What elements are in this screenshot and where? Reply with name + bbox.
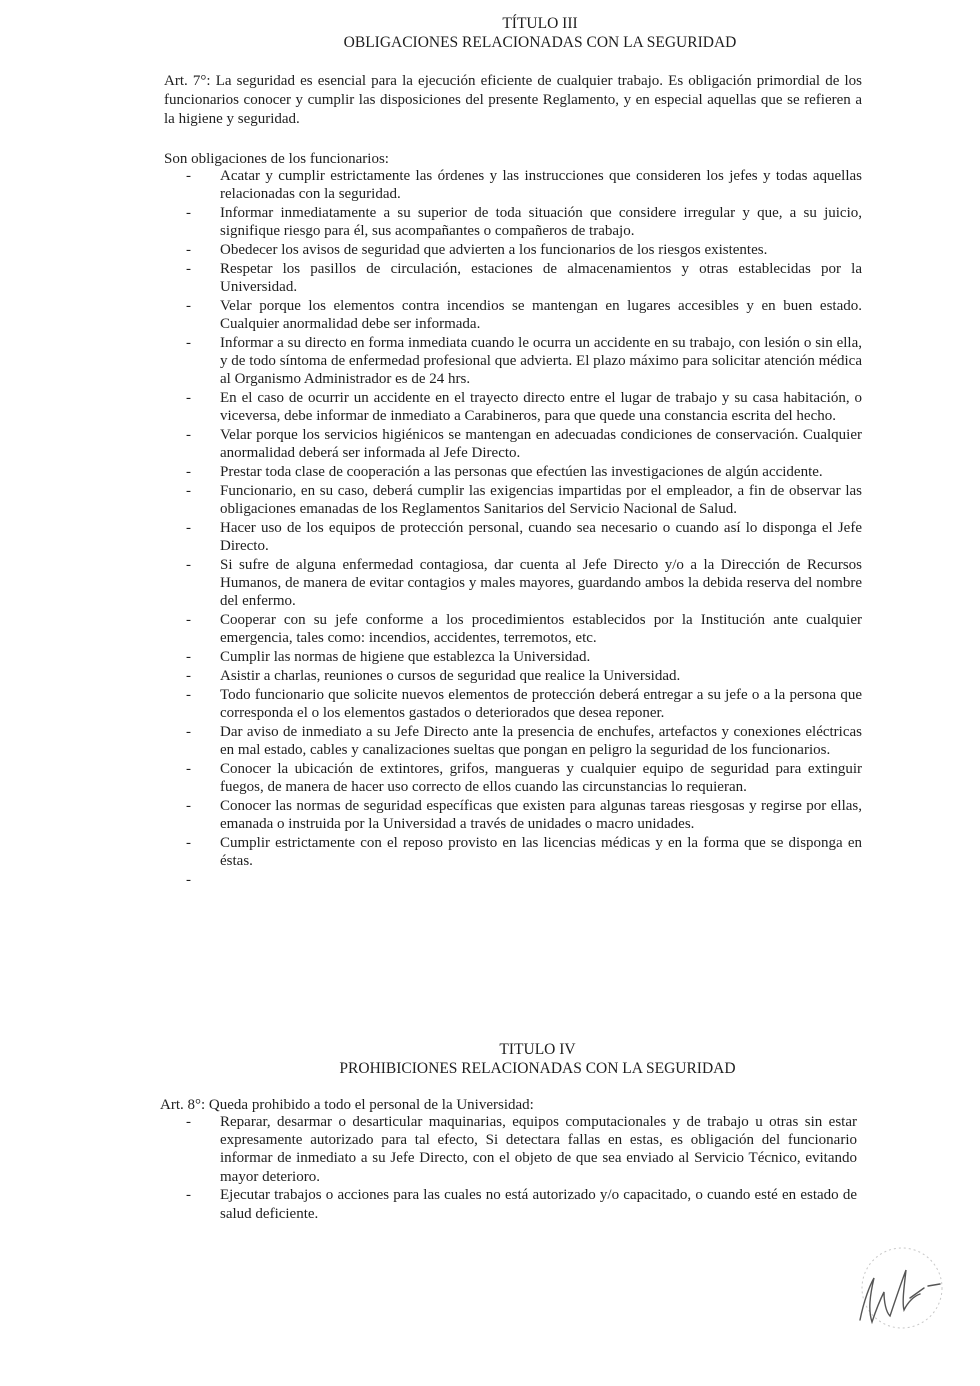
- signature-stamp: [840, 1240, 960, 1350]
- titulo-iv-title: PROHIBICIONES RELACIONADAS CON LA SEGURIDAD: [339, 1060, 736, 1077]
- list-item: - Velar porque los servicios higiénicos se mantengan en adecuadas condiciones de conservación. Cualquier anormalidad deberá ser informada al Jefe Directo.: [185, 426, 862, 462]
- list-item: - Respetar los pasillos de circulación, estaciones de almacenamientos y otras establecidas por la Universidad.: [185, 260, 862, 296]
- article-7-text: La seguridad es esencial para la ejecución eficiente de cualquier trabajo. Es obligación primordial de los funcionarios conocer y cumplir las disposiciones del presente Reglamento, y en especial aquellas que se refieren a la higiene y seguridad.: [164, 73, 862, 127]
- list-item: - Conocer las normas de seguridad específicas que existen para algunas tareas riesgosas y regirse por ellas, emanada o instruida por la Universidad a través de unidades o macro unidades.: [185, 797, 862, 833]
- list-item: - Si sufre de alguna enfermedad contagiosa, dar cuenta al Jefe Directo y/o a la Dirección de Recursos Humanos, de manera de evitar contagios y males mayores, guardando ambos la debida reserva del nombre del enfermo.: [185, 556, 862, 611]
- titulo-iii-number: TÍTULO III: [502, 15, 578, 32]
- article-8-label: Art. 8°:: [160, 1097, 206, 1113]
- list-item: - Acatar y cumplir estrictamente las órdenes y las instrucciones que consideren los jefes y todas aquellas relacionadas con la seguridad.: [185, 167, 862, 203]
- article-8-text: Queda prohibido a todo el personal de la Universidad:: [208, 1097, 534, 1113]
- list-item: - Conocer la ubicación de extintores, grifos, mangueras y cualquier equipo de seguridad para extinguir fuegos, de manera de hacer uso correcto de ellos cuando las circunstancias lo requieran.: [185, 760, 862, 796]
- list-item: - Cooperar con su jefe conforme a los procedimientos establecidos por la Institución ante cualquier emergencia, tales como: incendios, accidentes, terremotos, etc.: [185, 611, 862, 647]
- list-item: - Obedecer los avisos de seguridad que advierten a los funcionarios de los riesgos existentes.: [185, 241, 862, 259]
- titulo-iv-heading: [295, 1040, 780, 1078]
- article-7-label: Art. 7°:: [164, 73, 211, 89]
- list-item: - Funcionario, en su caso, deberá cumplir las exigencias impartidas por el empleador, a fin de observar las obligaciones emanadas de los Reglamentos Sanitarios del Servicio Nacional de Salud.: [185, 482, 862, 518]
- list-item: - Cumplir las normas de higiene que establezca la Universidad.: [185, 648, 862, 666]
- obligations-intro: Son obligaciones de los funcionarios:: [164, 151, 389, 167]
- list-item: - Velar porque los elementos contra incendios se mantengan en lugares accesibles y en buen estado. Cualquier anormalidad debe ser informada.: [185, 297, 862, 333]
- titulo-iii-heading: [300, 14, 780, 52]
- list-item: - Cumplir estrictamente con el reposo provisto en las licencias médicas y en la forma que se disponga en éstas.: [185, 834, 862, 870]
- list-item: - Asistir a charlas, reuniones o cursos de seguridad que realice la Universidad.: [185, 667, 862, 685]
- list-item: - Todo funcionario que solicite nuevos elementos de protección deberá entregar a su jefe o a la persona que corresponda el o los elementos gastados o deteriorados que desea reponer.: [185, 686, 862, 722]
- obligations-list: [185, 167, 862, 889]
- list-item: - Informar inmediatamente a su superior de toda situación que considere irregular y que, a su juicio, signifique riesgo para él, sus acompañantes o compañeros de trabajo.: [185, 204, 862, 240]
- list-item: - Informar a su directo en forma inmediata cuando le ocurra un accidente en su trabajo, con lesión o sin ella, y de todo síntoma de enfermedad profesional que advierta. El plazo máximo para solicitar atención médica al Organismo Administrador es de 24 hrs.: [185, 334, 862, 389]
- list-item: - Reparar, desarmar o desarticular maquinarias, equipos computacionales y de trabajo u otras sin estar expresamente autorizado para tal efecto, Si detectara fallas en estas, es obligación del funcionario informar de inmediato a su Jefe Directo, con el objeto de que sea enviado al Servicio Técnico, evitando mayor deterioro.: [185, 1113, 857, 1186]
- list-item: - Dar aviso de inmediato a su Jefe Directo ante la presencia de enchufes, artefactos y conexiones eléctricas en mal estado, cables y canalizaciones sueltas que pongan en peligro la seguridad de los funcionarios.: [185, 723, 862, 759]
- empty-list-item: [185, 871, 862, 889]
- list-item: - Ejecutar trabajos o acciones para las cuales no está autorizado y/o capacitado, o cuando esté en estado de salud deficiente.: [185, 1186, 857, 1222]
- list-item: - En el caso de ocurrir un accidente en el trayecto directo entre el lugar de trabajo y su casa habitación, o viceversa, debe informar de inmediato a Carabineros, para que quede una constancia escrita del hecho.: [185, 389, 862, 425]
- list-item: - Prestar toda clase de cooperación a las personas que efectúen las investigaciones de algún accidente.: [185, 463, 862, 481]
- prohibitions-list: [185, 1113, 857, 1223]
- titulo-iv-number: TITULO IV: [499, 1041, 576, 1058]
- article-7: [164, 72, 862, 129]
- list-item: - Hacer uso de los equipos de protección personal, cuando sea necesario o cuando así lo disponga el Jefe Directo.: [185, 519, 862, 555]
- titulo-iii-title: OBLIGACIONES RELACIONADAS CON LA SEGURIDAD: [343, 34, 737, 51]
